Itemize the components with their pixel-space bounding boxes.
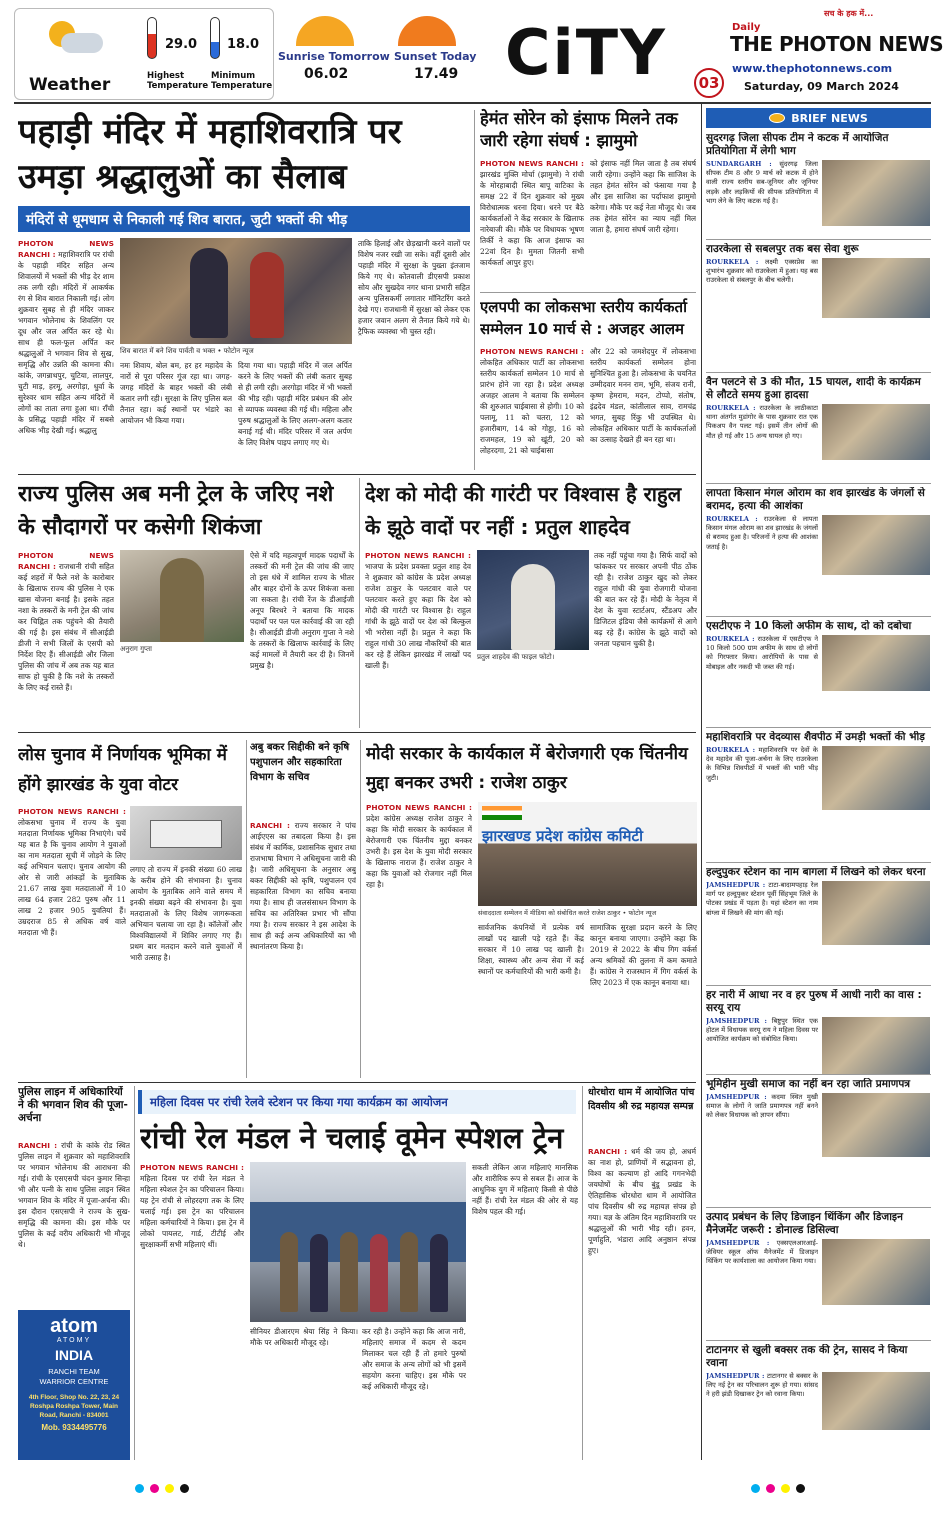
women-headline: रांची रेल मंडल ने चलाई वूमेन स्पेशल ट्रेन [140, 1121, 564, 1155]
ajhar-headline: एलपपी का लोकसभा स्तरीय कार्यकर्ता सम्मेलन 10 मार्च से : अजहर आलम [480, 298, 687, 338]
women-col-1 [140, 1162, 244, 1460]
hemant-col-2: को इंसाफ नहीं मिल जाता है तब संघर्ष जारी रहेगा। उन्होंने कहा कि साजिश के तहत हेमंत सोरेन को फंसाया गया है और इस साजिश का पर्दाफाश झामुमो करेगा। मौके पर कई नेता मौजूद थे। जब तक हेमंत सोरेन का न्याय नहीं मिल जाता है, हमारा संघर्ष जारी रहेगा। [590, 159, 696, 234]
police-line-dateline: RANCHI : [18, 1141, 58, 1150]
brief-item-title: महाशिवरात्रि पर वेदव्यास शैवपीठ में उमड़ी भक्तों की भीड़ [706, 731, 925, 743]
paper-daily: Daily [732, 22, 761, 33]
votes-col-2: लगाए तो राज्य में इनकी संख्या 60 लाख के करीब होने की संभावना है। चुनाव आयोग के मुताबिक आने वाले समय में इनकी संख्या बढ़ने की संभावना है। युवा मतदाताओं के लिए विशेष जागरूकता अभियान चलाया जा रहा है। कॉलेजों और विश्वविद्यालयों में शिविर लगाए गए हैं। प्रथम बार मतदान करने वाले युवाओं में भारी उत्साह है। [130, 865, 242, 962]
ad-brand-sub: ATOMY [56, 1337, 92, 1344]
brief-item-place: ROURKELA : [706, 258, 759, 266]
col-rule [246, 740, 247, 1078]
brief-item-place: ROURKELA : [706, 515, 758, 523]
brief-item-text: राउरकेला से लापता किसान मंगल ओराम का शव झारखंड के जंगलों से बरामद हुआ है। परिजनों ने हत्या की आशंका जताई है। [706, 515, 818, 551]
dhorhadhi-dateline: RANCHI : [588, 1147, 628, 1156]
brief-item-body [706, 1239, 818, 1339]
hemant-col-1 [480, 158, 584, 290]
police-col-1 [18, 550, 114, 728]
brief-item-body [706, 1372, 818, 1460]
low-temp-label: Minimum Temperature [211, 71, 273, 91]
police-text-1: राजधानी रांची सहित कई शहरों में फैले नशे के कारोबार के खिलाफ राज्य की पुलिस ने एक खास योजना बनाई है। इसके तहत नशा के तस्करों के मनी ट्रेल की जांच कर चिह्नित तक पहुंचने की तैयारी की गई है। इस संबंध में सीआईडी डीजी ने सभी जिलों के एसपी को निर्देश दिए हैं। सीआईडी और जिला पुलिस की जांच में अब तक यह बात साफ हो चुकी है कि नशे के तस्करों के लिए कई रास्ते हैं। [18, 562, 114, 692]
brief-item [706, 731, 931, 863]
lead-photo-figure [190, 248, 228, 338]
bjp-photo [477, 550, 589, 650]
rajesh-text-1: प्रदेश कांग्रेस अध्यक्ष राजेश ठाकुर ने कहा कि मोदी सरकार के कार्यकाल में बेरोजगारी एक चिंतनीय मुद्दा बनकर उभरी है। इस देश के युवा मोदी सरकार के खिलाफ नाराज हैं। राजेश ठाकुर ने कहा कि युवाओं को रोजगार नहीं मिल रहा है। [366, 814, 472, 889]
brief-item [706, 376, 931, 484]
women-photo-caption: सीनियर डीआरएम श्रेया सिंह ने किया। मौके पर अधिकारी मौजूद रहे। [250, 1327, 358, 1347]
issue-date: Saturday, 09 March 2024 [744, 80, 899, 93]
brief-item-title: हर नारी में आधा नर व हर पुरुष में आधी नारी का वास : सरयू राय [706, 989, 922, 1014]
section-title: CiTY [505, 16, 667, 89]
abu-text: राज्य सरकार ने पांच आईएएस का तबादला किया है। इस संबंध में कार्मिक, प्रशासनिक सुधार तथा राजभाषा विभाग ने अधिसूचना जारी की है। जारी अधिसूचना के अनुसार अबु बकर सिद्दीकी को कृषि, पशुपालन एवं सहकारिता विभाग का सचिव बनाया गया है। साथ ही जलसंसाधन विभाग के सचिव का अतिरिक्त प्रभार भी सौंपा गया है। राज्य सरकार ने इस आदेश के साथ ही कई अन्य अधिकारियों का भी स्थानांतरण किया है। [250, 821, 356, 951]
story-rule [480, 292, 696, 293]
brief-news-list [706, 132, 931, 1460]
rajesh-col-2: सार्वजनिक कंपनियों में प्रत्येक वर्ष लाखों पद खाली पड़े रहते हैं। केंद्र सरकार में 10 लाख पद खाली है। शिक्षा, स्वास्थ्य और अन्य सेवा में कई स्थानों पर कर्मचारियों की भारी कमी है। [478, 923, 584, 976]
color-dot [781, 1484, 790, 1493]
votes-headline: लोस चुनाव में निर्णायक भूमिका में होंगे झारखंड के युवा वोटर [18, 745, 227, 795]
police-photo-caption: अनुराग गुप्ता [120, 645, 152, 653]
brief-item [706, 620, 931, 728]
brief-item-place: JAMSHEDPUR : [706, 1372, 765, 1380]
brief-item-title: उत्पाद प्रबंधन के लिए डिजाइन थिंकिंग और डिजाइन मैनेजमेंट जरूरी : डोनाल्ड डिसिल्वा [706, 1211, 903, 1236]
sunrise-label: Sunrise Tomorrow [278, 50, 390, 63]
women-col-3: कर रही है। उन्होंने कहा कि आज नारी, महिलाएं समाज में कदम से कदम मिलाकर चल रही हैं तो हमारे पुरुषों और समाज के अन्य लोगों को भी इसमें सहयोग करना चाहिए। इस मौके पर कई अधिकारी मौजूद रहे। [362, 1327, 466, 1391]
col-rule [359, 478, 360, 728]
lead-subheadline: मंदिरों से धूमधाम से निकाली गई शिव बारात, जुटी भक्तों की भीड़ [18, 206, 470, 232]
sunset-icon [398, 16, 456, 46]
weather-label: Weather [29, 75, 111, 95]
women-text-1: महिला दिवस पर रांची रेल मंडल ने महिला स्पेशल ट्रेन का परिचालन किया। यह ट्रेन रांची से लोहरदगा तक के लिए चलाई गई। इस ट्रेन का परिचालन महिला कर्मचारियों ने किया। इस ट्रेन में लोको पायलट, गार्ड, टीटीई और सुरक्षाकर्मी सभी महिलाएं थीं। [140, 1174, 244, 1249]
bjp-headline: देश को मोदी की गारंटी पर विश्वास है राहुल के झूठे वादों पर नहीं : प्रतुल शाहदेव [365, 482, 682, 539]
rajesh-dateline: PHOTON NEWS RANCHI : [366, 803, 472, 812]
votes-dateline: PHOTON NEWS RANCHI : [18, 807, 126, 816]
brief-item-photo [822, 258, 930, 318]
brief-item-photo [822, 746, 930, 810]
color-dot [150, 1484, 159, 1493]
ajhar-text-1: लोकहित अधिकार पार्टी का लोकसभा स्तरीय कार्यकर्ता सम्मेलन 10 मार्च से प्रारंभ होने जा रहा है। प्रदेश अध्यक्ष अजहर आलम ने बताया कि सम्मेलन की शुरुआत चाईबासा से होगी। 10 को पलामू, 11 को चतरा, 12 को हजारीबाग, 14 को गोड्डा, 16 को राजमहल, 19 को खूंटी, 20 को लोहरदगा, 21 को चाईबासा [480, 358, 584, 455]
police-dateline: PHOTON NEWS RANCHI : [18, 551, 114, 571]
brief-item-photo [822, 160, 930, 226]
weather-icon [45, 17, 105, 57]
brief-item [706, 866, 931, 986]
brief-item-title: सुदरगढ़ जिला सीपक टीम ने कटक में आयोजित प्रतियोगिता में लेगी भाग [706, 132, 889, 157]
police-line-body [18, 1140, 130, 1306]
brief-item-title: हल्दुपुकर स्टेशन का नाम बागला में लिखने को लेकर धरना [706, 866, 926, 878]
brief-item-place: JAMSHEDPUR : [706, 1017, 767, 1025]
brief-item [706, 989, 931, 1075]
rajesh-banner-text: झारखण्ड प्रदेश कांग्रेस कमिटी [482, 827, 643, 845]
brief-item-text: राउरकेला के लाठीकाटा थाना अंतर्गत मुडांगोर के पास शुक्रवार रात एक पिकअप वैन पलट गई। इसमें तीन लोगों की मौत हो गई और 15 अन्य घायल हो गए। [706, 404, 818, 440]
votes-photo [130, 806, 242, 860]
abu-dateline: RANCHI : [250, 821, 290, 830]
brief-item-title: राउरकेला से सबलपुर तक बस सेवा शुरू [706, 243, 859, 255]
section-rule [18, 474, 696, 475]
hemant-dateline: PHOTON NEWS RANCHI : [480, 159, 584, 168]
brief-item-title: भूमिहीन मुखी समाज का नहीं बन रहा जाति प्रमाणपत्र [706, 1078, 911, 1090]
brief-item-text: लक्ष्मी एक्सप्रेस का शुभारंभ शुक्रवार को राउरकेला में हुआ। यह बस राउरकेला से संबलपुर के बीच चलेगी। [706, 258, 818, 285]
paper-name: THE PHOTON NEWS [730, 32, 944, 56]
women-photo-figure [430, 1234, 448, 1312]
thermometer-icon [147, 17, 157, 59]
color-dot [796, 1484, 805, 1493]
women-col-4: सकती लेकिन आज महिलाएं मानसिक और शारीरिक रूप से सबल हैं। आज के आधुनिक युग में महिलाएं किसी से पीछे नहीं हैं। रांची रेल मंडल की ओर से यह विशेष पहल की गई। [472, 1163, 578, 1216]
color-dot [180, 1484, 189, 1493]
paper-tagline: सच के हक में... [824, 9, 874, 18]
ad-line1: RANCHI TEAM [48, 1367, 100, 1376]
col-rule [474, 110, 475, 470]
congress-flag-icon [482, 806, 522, 820]
evm-icon [150, 820, 222, 848]
section-rule [18, 732, 696, 733]
sunset-time: 17.49 [414, 66, 459, 82]
brief-news-header [706, 108, 931, 128]
lead-col-2: नमः शिवाय, बोल बम, हर हर महादेव के नारों से पूरा परिसर गूंज रहा था। जगह-जगह मंदिरों के बाहर भक्तों की लंबी कतार लगी रही। सुरक्षा के लिए पुलिस बल तैनात रहा। कई स्थानों पर भंडारे का आयोजन भी किया गया। [120, 361, 232, 425]
ajhar-col-2: और 22 को जमशेदपुर में लोकसभा स्तरीय कार्यकर्ता सम्मेलन होना सुनिश्चित हुआ है। लोकसभा के चयनित उम्मीदवार मनन राम, भूमि, संजय रानी, कृष्ण हेमराम, मदन, टोप्पो, संतोष, इंद्रदेव मंडल, कांतीलाल साव, रामचंद्र भगत, सुबह रिंकु भी उपस्थित थे। लोकहित अधिकार पार्टी के कार्यकर्ताओं का उत्साह देखते ही बन रहा था। [590, 347, 696, 444]
ad-address: 4th Floor, Shop No. 22, 23, 24 Roshpa Roshpa Tower, Main Road, Ranchi - 834001 [28, 1394, 120, 1419]
lead-col-3: दिया गया था। पहाड़ी मंदिर में जल अर्पित करने के लिए भक्तों की लंबी कतार सुबह से ही लगी रही। अरगोड़ा मंदिर में भी भक्तों की भीड़ रही। पहाड़ी मंदिर प्रबंधन की ओर से व्यापक व्यवस्था की गई थी। महिला और पुरुष श्रद्धालुओं के लिए अलग-अलग कतार बनाई गई थी। मंदिर परिसर में जल अर्पण के लिए विशेष पाइप लगाए गए थे। [238, 361, 352, 447]
police-photo-figure [160, 558, 204, 642]
brief-item [706, 132, 931, 240]
bjp-col-2: तक नहीं पहुंचा गया है। सिर्फ वादों को फांककर पर सरकार अपनी पीठ ठोंक रही है। राजेश ठाकुर खुद को लेकर राहुल गांधी की युवा रोजगारी योजना की बात कर रहे हैं। मोदी के नेतृत्व में देश के युवा स्टार्टअप, स्टैंडअप और डिजिटल इंडिया जैसे कार्यक्रमों से आगे बढ़ रहे हैं। कांग्रेस के झूठे वादों को जनता पहचान चुकी है। [594, 551, 697, 648]
dhorhadhi-body [588, 1146, 696, 1460]
brief-item-body [706, 1017, 818, 1073]
police-headline: राज्य पुलिस अब मनी ट्रेल के जरिए नशे के सौदागरों पर कसेगी शिकंजा [18, 482, 334, 540]
rajesh-col-3: सामाजिक सुरक्षा प्रदान करने के लिए कानून बनाया जाएगा। उन्होंने कहा कि 2019 से 2022 के बीच गिग वर्कर्स अन्य श्रमिकों की तुलना में कम कमाते हैं। कांग्रेस ने राजस्थान में गिग वर्कर्स के लिए 2023 में एक कानून बनाया था। [590, 923, 697, 987]
women-photo [250, 1162, 466, 1322]
brief-item-body [706, 746, 818, 848]
col-rule [134, 1086, 135, 1460]
lead-photo-figure [250, 252, 284, 338]
brief-item-text: राउरकेला में एसटीएफ ने 10 किलो 500 ग्राम अफीम के साथ दो लोगों को गिरफ्तार किया। आरोपियों के पास से मोबाइल और नकदी भी जब्त की गई। [706, 635, 818, 671]
women-photo-figure [370, 1234, 388, 1312]
lead-col-4: ताकि हिलाई और छेड़खानी करने वालों पर विशेष नजर रखी जा सके। वहीं दूसरी ओर पहाड़ी मंदिर में सुरक्षा के पुख्ता इंतजाम किये गए थे। कोतवाली डीएसपी प्रकाश सोय और सुखदेव नगर थाना प्रभारी सहित अन्य पुलिसकर्मी लगातार मॉनिटरिंग करते देखे गए। राजधानी में सुरक्षा को लेकर एक हजार जवान अलग से तैनात किये गये थे। ट्रैफिक व्यवस्था भी चुस्त रही। [358, 239, 470, 336]
sun-block [276, 8, 486, 100]
brief-item-photo [822, 1372, 930, 1430]
brief-item [706, 1211, 931, 1341]
col-rule [360, 740, 361, 1078]
sunset-label: Sunset Today [394, 50, 477, 63]
brief-item [706, 1078, 931, 1208]
brief-item-place: ROURKELA : [706, 635, 755, 643]
brief-item-place: ROURKELA : [706, 746, 756, 754]
masthead-rule [14, 102, 931, 104]
brief-item-title: लापता किसान मंगल ओराम का शव झारखंड के जंगलों से बरामद, हत्या की आशंका [706, 487, 925, 512]
brief-item-text: महाशिवरात्रि पर देवों के देव महादेव की पूजा-अर्चना के लिए राउरकेला के विभिन्न शिवपीठों में भक्तों की भारी भीड़ जुटी। [706, 746, 818, 782]
dhorhadhi-headline: धोरधोरा धाम में आयोजित पांच दिवसीय श्री रुद्र महायज्ञ सम्पन्न [588, 1087, 695, 1112]
brief-item-text: टाटा-बादामपहाड़ रेल मार्ग पर हल्दुपुकर स्टेशन पूर्वी सिंहभूम जिले के पोटका प्रखंड में पड़ता है। यहां स्टेशन का नाम बांग्ला में लिखने की मांग की गई। [706, 881, 818, 917]
brief-item-body [706, 881, 818, 971]
ajhar-dateline: PHOTON NEWS RANCHI : [480, 347, 584, 356]
ad-line2: WARRIOR CENTRE [39, 1377, 109, 1386]
brief-item [706, 243, 931, 373]
sunrise-time: 06.02 [304, 66, 349, 82]
brief-news-title: BRIEF NEWS [791, 111, 868, 125]
col-rule [582, 1086, 583, 1460]
lead-col-1 [18, 238, 114, 470]
color-dot [766, 1484, 775, 1493]
brief-item-photo [822, 404, 930, 460]
lead-text-1: महाशिवरात्रि पर रांची के पहाड़ी मंदिर सहित अन्य शिवालयों में भक्तों की भीड़ देर शाम तक लगी रही। मंदिरों में आकर्षक रंग से शिव बारात निकाली गई। लोग शुक्रवार सुबह से ही मंदिर जाकर भगवान भोलेनाथ के शिवलिंग पर दूध और जल अर्पित कर रहे थे। साथ ही फल-फूल अर्पित कर श्रद्धालुओं ने भगवान शिव से सुख, समृद्धि और उन्नति की कामना की। कांके, जगन्नाथपुर, चुटिया, लालपुर, चुटी माड़, हरमू, अरगोड़ा, धुर्वा के सुरेश्वर धाम सहित अन्य मंदिरों में लोगों का ताता लगा हुआ था। राँची के प्रसिद्ध पहाड़ी मंदिर में सबसे अधिक भीड़ देखी गई। श्रद्धालु [18, 250, 114, 435]
brief-item-body [706, 160, 818, 238]
sidebar-rule [701, 104, 702, 1460]
lead-headline: पहाड़ी मंदिर में महाशिवरात्रि पर उमड़ा श्रद्धालुओं का सैलाब [18, 112, 402, 197]
brief-item-text: टाटानगर से बक्सर के लिए नई ट्रेन का परिचालन शुरू हो गया। सांसद ने हरी झंडी दिखाकर ट्रेन को रवाना किया। [706, 1372, 818, 1399]
bjp-dateline: PHOTON NEWS RANCHI : [365, 551, 471, 560]
brief-item-body [706, 635, 818, 713]
abu-body [250, 820, 356, 1078]
website[interactable]: www.thephotonnews.com [732, 62, 893, 75]
ad-brand: atom [50, 1315, 98, 1337]
low-temp: 18.0 [227, 37, 260, 52]
weather-block [14, 8, 274, 100]
hemant-headline: हेमंत सोरेन को इंसाफ मिलने तक जारी रहेगा संघर्ष : झामुमो [480, 109, 678, 150]
police-photo [120, 550, 244, 642]
brief-item-body [706, 515, 818, 615]
dhorhadhi-text: धर्म की जय हो, अधर्म का नाश हो, प्राणियों में सद्भावना हो, विश्व का कल्याण हो आदि गगनभेदी जयघोषों के बीच बुंडू प्रखंड के ऐतिहासिक धोरधोरा धाम में आयोजित पांच दिवसीय श्री रुद्र महायज्ञ संपन्न हो गया। यज्ञ के अंतिम दिन महाशिवरात्रि पर श्रद्धालुओं की भारी भीड़ रही। हवन, पूर्णाहुति, भंडारा आदि अनुष्ठान संपन्न हुए। [588, 1147, 696, 1255]
women-photo-figure [340, 1232, 358, 1312]
brief-item-photo [822, 635, 930, 691]
bjp-photo-caption: प्रतुल शाहदेव की फाइल फोटो। [477, 653, 555, 661]
ad-mobile: Mob. 9334495776 [41, 1423, 107, 1432]
masthead [14, 8, 944, 100]
brief-item [706, 1344, 931, 1460]
rajesh-photo-caption: संवाददाता सम्मेलन में मीडिया को संबोधित करते राजेश ठाकुर • फोटोन न्यूज [478, 909, 657, 917]
brief-item-body [706, 404, 818, 482]
votes-col-1 [18, 806, 126, 1078]
lead-photo-caption: शिव बारात में बने शिव पार्वती व भक्त • फोटोन न्यूज [120, 347, 254, 355]
brief-item-photo [822, 1093, 930, 1157]
print-color-bar [110, 1478, 830, 1492]
ad-country: INDIA [54, 1347, 94, 1363]
votes-text-1: लोकसभा चुनाव में राज्य के युवा मतदाता निर्णायक भूमिका निभाएंगे। चर्चे यह बात है कि चुनाव आयोग ने युवाओं का नाम मतदाता सूची में जोड़ने के लिए कई अभियान चलाए। चुनाव आयोग की ओर से जारी आंकड़ों के मुताबिक 21.67 लाख युवा मतदाताओं में 10 लाख 64 हजार 282 पुरुष और 11 लाख 2 हजार 905 युवतियां हैं। उम्रदराज 85 से अधिक वर्ष वाले मतदाता भी हैं। [18, 818, 126, 937]
section-rule [18, 1082, 696, 1083]
ajhar-col-1 [480, 346, 584, 470]
brief-item-text: कदमा स्थित मुखी समाज के लोगों ने जाति प्रमाणपत्र नहीं बनने को लेकर विधायक को ज्ञापन सौंपा। [706, 1093, 818, 1120]
women-photo-figure [400, 1232, 418, 1312]
atomy-ad[interactable] [18, 1310, 130, 1460]
brief-item-place: SUNDARGARH : [706, 160, 772, 168]
women-banner: महिला दिवस पर रांची रेलवे स्टेशन पर किया गया कार्यक्रम का आयोजन [138, 1090, 576, 1114]
hemant-text-1: झारखंड मुक्ति मोर्चा (झामुमो) ने रांची के मोरहाबादी स्थित बापू वाटिका के समक्ष 22 वें दिन शुक्रवार को मुख्य विरोधात्मक धरना दिया। धरने पर बैठे कार्यकर्ताओं ने केंद्र सरकार के खिलाफ नारेबाजी की। मौके पर विधायक भूषण तिर्की ने कहा कि आज इंसाफ का 22वां दिन है। मुमता जितनी सभी कार्यकर्ता आपुर हुए। [480, 170, 584, 267]
brief-item-body [706, 1093, 818, 1193]
rajesh-col-1 [366, 802, 472, 1078]
brief-item-place: JAMSHEDPUR : [706, 1093, 767, 1101]
thermometer-low-icon [210, 17, 220, 59]
bjp-text-1: भाजपा के प्रदेश प्रवक्ता प्रतुल शाह देव ने शुक्रवार को कांग्रेस के प्रदेश अध्यक्ष राजेश ठाकुर के पलटवार वाले पर पलटवार करते हुए कहा कि देश को मोदी की गारंटी पर विश्वास है। राहुल गांधी के झूठे वादों पर देश को बिल्कुल भी भरोसा नहीं है। प्रतुल ने कहा कि राहुल गांधी 30 लाख नौकरियों की बात कर रहे हैं लेकिन झारखंड में लाखों पद खाली हैं। [365, 562, 471, 670]
brief-item-photo [822, 1239, 930, 1305]
brief-item-text: बिष्टुपुर स्थित एक होटल में विधायक सरयू राय ने महिला दिवस पर आयोजित कार्यक्रम को संबोधित किया। [706, 1017, 818, 1044]
women-dateline: PHOTON NEWS RANCHI : [140, 1163, 244, 1172]
brief-item-place: ROURKELA : [706, 404, 756, 412]
bjp-photo-figure [511, 564, 555, 650]
women-photo-figure [280, 1232, 298, 1312]
lead-dateline: PHOTON NEWS RANCHI : [18, 239, 114, 259]
color-dot [135, 1484, 144, 1493]
brief-item-photo [822, 515, 930, 575]
brief-item [706, 487, 931, 617]
brief-item-title: वैन पलटने से 3 की मौत, 15 घायल, शादी के कार्यक्रम से लौटते समय हुआ हादसा [706, 376, 921, 401]
page-number: 03 [694, 68, 724, 98]
women-photo-figure [310, 1234, 328, 1312]
brief-item-place: JAMSHEDPUR : [706, 1239, 770, 1247]
color-dot [165, 1484, 174, 1493]
brief-item-photo [822, 1017, 930, 1075]
high-temp: 29.0 [165, 37, 198, 52]
brief-item-title: एसटीएफ ने 10 किलो अफीम के साथ, दो को दबोचा [706, 620, 912, 632]
brief-item-title: टाटानगर से खुली बक्सर तक की ट्रेन, सासद ने किया रवाना [706, 1344, 908, 1369]
high-temp-label: Highest Temperature [147, 71, 209, 91]
police-line-headline: पुलिस लाइन में अधिकारियों ने की भगवान शिव की पूजा-अर्चना [18, 1086, 128, 1124]
police-col-2: ऐसे में यदि महत्वपूर्ण मादक पदार्थों के तस्करों की मनी ट्रेल की जांच की जाए तो इस धंधे में शामिल राज्य के भीतर और बाहर दोनों के ऊपर शिकंजा कसा जा सकता है। रांची रेंज के डीआईजी अनूप बिरथरे ने बताया कि मादक पदार्थों पर पल पल कार्रवाई की जा रही है। सीआईडी डीजी अनुराग गुप्ता ने नशे के तस्करों के खिलाफ कार्रवाई के लिए कई मामलों में तैयारी कर दी है। जिनमें प्रमुख है। [250, 551, 354, 670]
brief-item-text: सुंदरगढ़ जिला सीपक टीम 8 और 9 मार्च को कटक में होने वाली राज्य स्तरीय सब-जूनियर और जूनियर लड़के और लड़कियों की सीपक प्रतियोगिता में भाग लेने के लिए कटक गई है। [706, 160, 818, 205]
police-line-text: रांची के कांके रोड स्थित पुलिस लाइन में शुक्रवार को महाशिवरात्रि पर भगवान भोलेनाथ की आराधना की गई। रांची के एसएसपी चंदन कुमार सिन्हा भी और पत्नी के साथ पुलिस लाइन स्थित भगवान शिव के मंदिर में पूजा-अर्चना की। इस दौरान एसएसपी ने राज्य के सुख-समृद्धि की कामना की। इस मौके पर पुलिस के कई वरीय अधिकारी भी मौजूद थे। [18, 1141, 130, 1249]
bjp-col-1 [365, 550, 471, 728]
color-dot [751, 1484, 760, 1493]
brief-item-place: JAMSHEDPUR : [706, 881, 766, 889]
eye-icon [769, 113, 785, 123]
brief-item-body [706, 258, 818, 358]
sunrise-icon [296, 16, 354, 46]
rajesh-headline: मोदी सरकार के कार्यकाल में बेरोजगारी एक चिंतनीय मुद्दा बनकर उभरी : राजेश ठाकुर [366, 744, 688, 793]
rajesh-photo [478, 802, 697, 906]
abu-headline: अबु बकर सिद्दीकी बने कृषि पशुपालन और सहकारिता विभाग के सचिव [250, 742, 350, 783]
brief-item-photo [822, 881, 930, 945]
brief-item-text: एक्सएलआरआई-जेवियर स्कूल ऑफ मैनेजमेंट में डिजाइन थिंकिंग पर कार्यशाला का आयोजन किया गया। [706, 1239, 818, 1266]
lead-photo [120, 238, 352, 344]
